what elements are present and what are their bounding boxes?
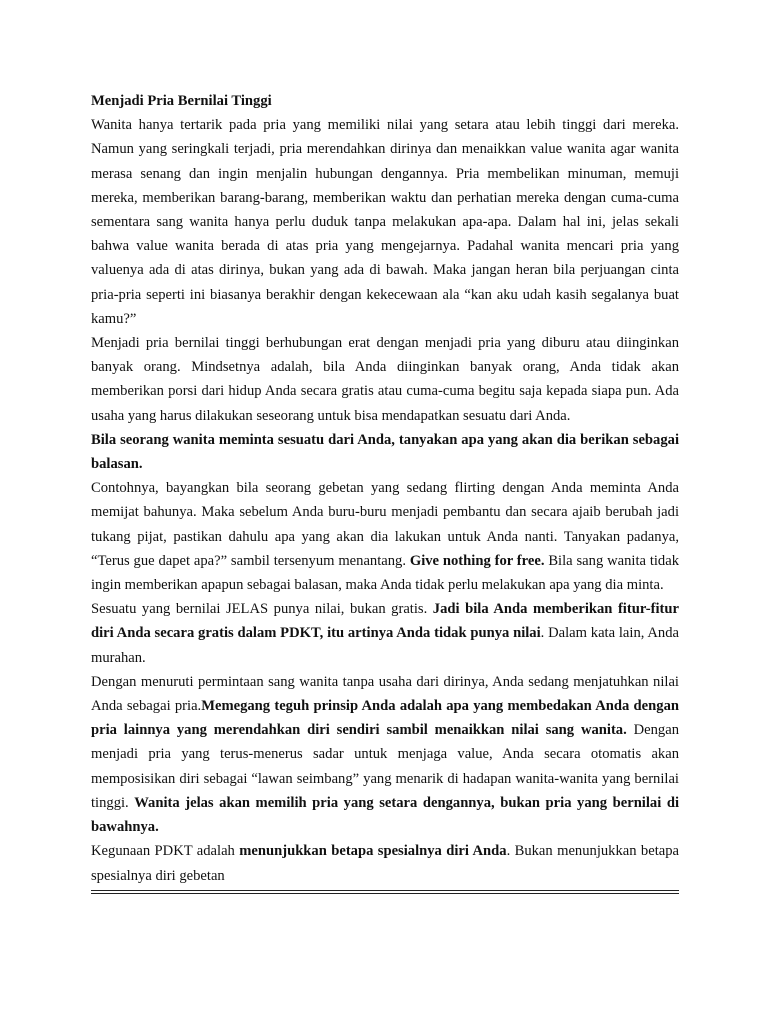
text-run: Contohnya, bayangkan bila seorang gebetan yang sedang flirting dengan Anda meminta Anda memijat bahunya. Maka sebelum Anda buru-buru menjadi pembantu dan secara ajaib berubah jadi tukang pijat, pastikan dahulu apa yang akan dia lakukan untuk Anda nanti. Tanyakan padanya, “Terus gue dapet apa?” sambil tersenyum menantang. [91,480,679,569]
paragraph [91,670,679,839]
document-body [91,113,679,888]
paragraph [91,331,679,428]
paragraph [91,113,679,331]
text-run: . Dalam kata lain, Anda murahan. [91,625,679,666]
text-run: . Bukan menunjukkan betapa spesialnya diri gebetan [91,843,679,884]
bold-text-run: Memegang teguh prinsip Anda adalah apa yang membedakan Anda dengan pria lainnya yang merendahkan diri sendiri sambil menaikkan nilai sang wanita. [91,698,679,739]
bold-text-run: Jadi bila Anda memberikan fitur-fitur diri Anda secara gratis dalam PDKT, itu artinya Anda tidak punya nilai [91,601,679,642]
text-run: Dengan menuruti permintaan sang wanita tanpa usaha dari dirinya, Anda sedang menjatuhkan nilai Anda sebagai pria. [91,673,679,715]
paragraph [91,428,679,476]
bold-text-run: Wanita jelas akan memilih pria yang setara dengannya, bukan pria yang bernilai di bawahnya. [91,794,679,836]
bold-text-run: menunjukkan betapa spesialnya diri Anda [239,843,507,860]
text-run: Dengan menjadi pria yang terus-menerus sadar untuk menjaga value, Anda secara otomatis akan memposisikan diri sebagai “lawan seimbang” yang menarik di hadapan wanita-wanita yang bernilai tinggi. [91,722,680,811]
bottom-double-rule [91,890,679,894]
text-run: Bila sang wanita tidak ingin memberikan apapun sebagai balasan, maka Anda tidak perlu melakukan apa yang dia minta. [91,552,680,594]
text-run: Kegunaan PDKT adalah [91,843,240,860]
document-page [91,89,679,894]
paragraph [91,839,679,887]
paragraph [91,597,679,670]
paragraph [91,476,679,597]
bold-text-run: Give nothing for free. [409,552,545,569]
document-title: Menjadi Pria Bernilai Tinggi [91,93,272,109]
text-run: Sesuatu yang bernilai JELAS punya nilai, bukan gratis. [91,601,433,618]
text-run: Wanita hanya tertarik pada pria yang memiliki nilai yang setara atau lebih tinggi dari mereka. Namun yang seringkali terjadi, pria merendahkan dirinya dan menaikkan value wanita agar wanita merasa senang dan ingin menjalin hubungan dengannya. Pria membelikan minuman, memuji mereka, memberikan barang-barang, memberikan waktu dan perhatian mereka dengan cuma-cuma sementara sang wanita hanya perlu duduk tanpa melakukan apa-apa. Dalam hal ini, jelas sekali bahwa value wanita berada di atas pria yang mengejarnya. Padahal wanita mencari pria yang valuenya ada di atas dirinya, bukan yang ada di bawah. Maka jangan heran bila perjuangan cinta pria-pria seperti ini biasanya berakhir dengan kekecewaan ala “kan aku udah kasih segalanya buat kamu?” [91,117,679,327]
text-run: Menjadi pria bernilai tinggi berhubungan erat dengan menjadi pria yang diburu atau diinginkan banyak orang. Mindsetnya adalah, bila Anda diinginkan banyak orang, Anda tidak akan memberikan porsi dari hidup Anda secara gratis atau cuma-cuma begitu saja kepada siapa pun. Ada usaha yang harus dilakukan seseorang untuk bisa mendapatkan sesuatu dari Anda. [91,335,679,424]
bold-text-run: Bila seorang wanita meminta sesuatu dari Anda, tanyakan apa yang akan dia berikan sebagai balasan. [91,431,679,473]
